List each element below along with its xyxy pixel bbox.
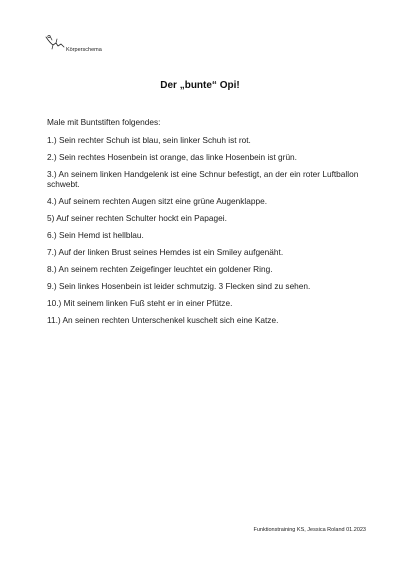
page-title: Der „bunte“ Opi! — [160, 80, 240, 91]
list-item: 11.) An seinen rechten Unterschenkel kuschelt sich eine Katze. — [47, 315, 279, 326]
list-item: 2.) Sein rechtes Hosenbein ist orange, das linke Hosenbein ist grün. — [47, 152, 297, 162]
intro-text: Male mit Buntstiften folgendes: — [47, 117, 161, 127]
page-header — [44, 34, 164, 60]
header-label: Körperschema — [66, 47, 102, 53]
list-item: 1.) Sein rechter Schuh ist blau, sein linker Schuh ist rot. — [47, 135, 251, 145]
list-item: 3.) An seinem linken Handgelenk ist eine Schnur befestigt, an der ein roter Luftballon schwebt. — [47, 169, 359, 190]
list-item: 5) Auf seiner rechten Schulter hockt ein Papagei. — [47, 213, 227, 224]
page-footer: Funktionstraining KS, Jessica Roland 01.2023 — [253, 527, 366, 533]
list-item: 10.) Mit seinem linken Fuß steht er in einer Pfütze. — [47, 298, 233, 309]
list-item: 9.) Sein linkes Hosenbein ist leider schmutzig. 3 Flecken sind zu sehen. — [47, 281, 311, 292]
list-item: 6.) Sein Hemd ist hellblau. — [47, 230, 144, 241]
task-list — [47, 135, 367, 332]
list-item: 7.) Auf der linken Brust seines Hemdes ist ein Smiley aufgenäht. — [47, 247, 284, 258]
list-item: 4.) Auf seinem rechten Augen sitzt eine grüne Augenklappe. — [47, 196, 268, 207]
list-item: 8.) An seinem rechten Zeigefinger leuchtet ein goldener Ring. — [47, 264, 273, 275]
